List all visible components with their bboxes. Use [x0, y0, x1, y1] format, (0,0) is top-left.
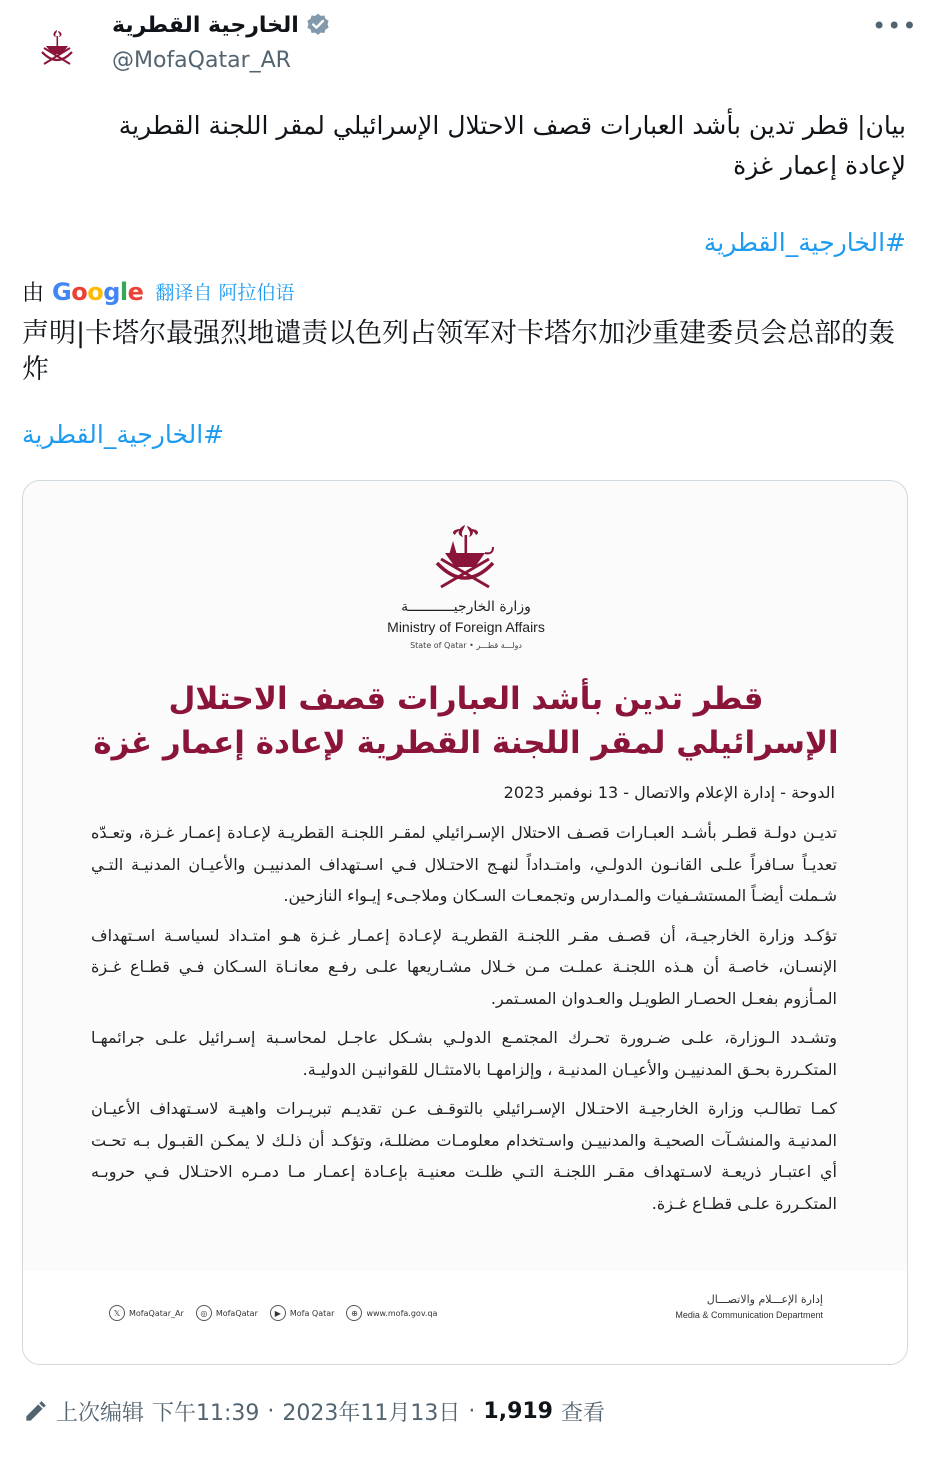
- hashtag-link-arabic[interactable]: #الخارجية_القطرية: [703, 228, 906, 257]
- separator: ·: [468, 1399, 476, 1424]
- social-youtube: ▶ Mofa Qatar: [270, 1305, 335, 1321]
- document-footer: [23, 1271, 908, 1365]
- translation-attribution: [22, 276, 294, 307]
- ministry-name-english: Ministry of Foreign Affairs: [387, 619, 545, 635]
- x-logo-icon: 𝕏: [109, 1305, 125, 1321]
- separator: ·: [267, 1399, 275, 1424]
- social-x: 𝕏 MofaQatar_Ar: [109, 1305, 184, 1321]
- views-count: 1,919: [483, 1399, 553, 1424]
- hashtag-link-translated[interactable]: #الخارجية_القطرية: [22, 420, 225, 449]
- document-title: قطر تدين بأشد العبارات قصف الاحتلال الإسرائيلي لمقر اللجنة القطرية لإعادة إعمار غزة: [93, 681, 839, 761]
- instagram-icon: ◎: [196, 1305, 212, 1321]
- author-handle[interactable]: @MofaQatar_AR: [112, 48, 291, 73]
- translation-source-link[interactable]: 翻译自 阿拉伯语: [155, 282, 295, 304]
- qatar-emblem-icon: [423, 517, 507, 601]
- author-name-row[interactable]: [112, 12, 331, 38]
- verified-badge-icon: [305, 12, 331, 38]
- tweet-text-translated: 声明|卡塔尔最强烈地谴责以色列占领军对卡塔尔加沙重建委员会总部的轰炸: [22, 318, 896, 385]
- ministry-name-arabic: وزارة الخارجيـــــــــــة: [401, 599, 531, 615]
- qatar-emblem-icon: [32, 24, 82, 74]
- youtube-icon: ▶: [270, 1305, 286, 1321]
- department-signature: [675, 1293, 823, 1320]
- tweet-time[interactable]: 下午11:39: [152, 1401, 260, 1426]
- social-instagram: ◎ MofaQatar: [196, 1305, 258, 1321]
- department-name-english: Media & Communication Department: [675, 1310, 823, 1320]
- social-web: ⊕ www.mofa.gov.qa: [346, 1305, 437, 1321]
- pencil-icon: [22, 1399, 48, 1425]
- document-paragraph: كمـا تطالـب وزارة الخارجيـة الاحتـلال الإسـرائيلي بالتوقـف عـن تقديـم تبريـرات واهيـة لاسـتهداف الأعيـان المدنيـة والمنشـآت الصحيـة والمدنييـن واسـتخدام معلومـات مضللـة، وتؤكـد أن ذلـك لا يمكـن القبـول بـه تحـت أي اعتبـار ذريعـة لاسـتهداف مقـر اللجنـة التـي ظلـت معنيـة بإعـادة إعمـار مـا دمـره الاحتـلال فـي حروبـه المتكـررة علـى قطـاع غـزة.: [91, 1099, 837, 1213]
- tweet-media-image[interactable]: [22, 480, 908, 1365]
- more-options-icon[interactable]: •••: [872, 12, 918, 40]
- views-label: 查看: [561, 1401, 606, 1426]
- tweet-date[interactable]: 2023年11月13日: [282, 1401, 461, 1426]
- google-logo: Google: [52, 277, 144, 306]
- tweet-text-arabic: بيان| قطر تدين بأشد العبارات قصف الاحتلال الإسرائيلي لمقر اللجنة القطرية لإعادة إعمار غزة: [118, 111, 906, 180]
- document-dateline: الدوحة - إدارة الإعلام والاتصال - 13 نوفمبر 2023: [503, 783, 835, 802]
- social-links: [109, 1305, 437, 1321]
- department-name-arabic: إدارة الإعـــلام والاتصـــال: [706, 1293, 823, 1306]
- document-body: [91, 817, 837, 1227]
- globe-icon: ⊕: [346, 1305, 362, 1321]
- document-paragraph: تديـن دولـة قطـر بأشـد العبـارات قصـف الاحتلال الإسـرائيلي لمقـر اللجنـة القطريـة لإعـادة إعمـار غـزة، وتعـدّه تعديـاً سـافراً علـى القانـون الدولـي، وامتـداداً لنهـج الاحتـلال فـي اسـتهداف المدنييـن والأعيـان المدنيـة التـي شـملت أيضـاً المستشـفيات والمـدارس وتجمعـات السـكان وملاجـىء إيـواء النازحين.: [91, 823, 837, 905]
- state-label: State of Qatar • دولـــة قطـــر: [410, 641, 522, 650]
- edited-label[interactable]: 上次编辑: [56, 1401, 145, 1426]
- author-avatar[interactable]: [22, 14, 92, 84]
- tweet-meta: [22, 1396, 605, 1427]
- author-display-name[interactable]: الخارجية القطرية: [112, 12, 299, 38]
- document-paragraph: تؤكـد وزارة الخارجيـة، أن قصـف مقـر اللجنـة القطريـة لإعـادة إعمـار غـزة هـو امتـداد لسياسـة اسـتهداف الإنسـان، خاصـة أن هـذه اللجنـة عملـت مـن خـلال مشـاريعها علـى رفـع معانـاة السـكان فـي قطـاع غـزة المـأزوم بفعـل الحصـار الطويـل والعـدوان المسـتمر.: [91, 925, 837, 1008]
- document-paragraph: وتشـدد الـوزارة، علـى ضـرورة تحـرك المجتمـع الدولـي بشـكل عاجـل لمحاسـبة إسـرائيل علـى جرائمهـا المتكـررة بحـق المدنييـن والأعيـان المدنيـة ، وإلزامهـا بالامتثـال للقوانيـن الدوليـة.: [91, 1028, 837, 1079]
- translation-by-label: 由: [22, 281, 45, 306]
